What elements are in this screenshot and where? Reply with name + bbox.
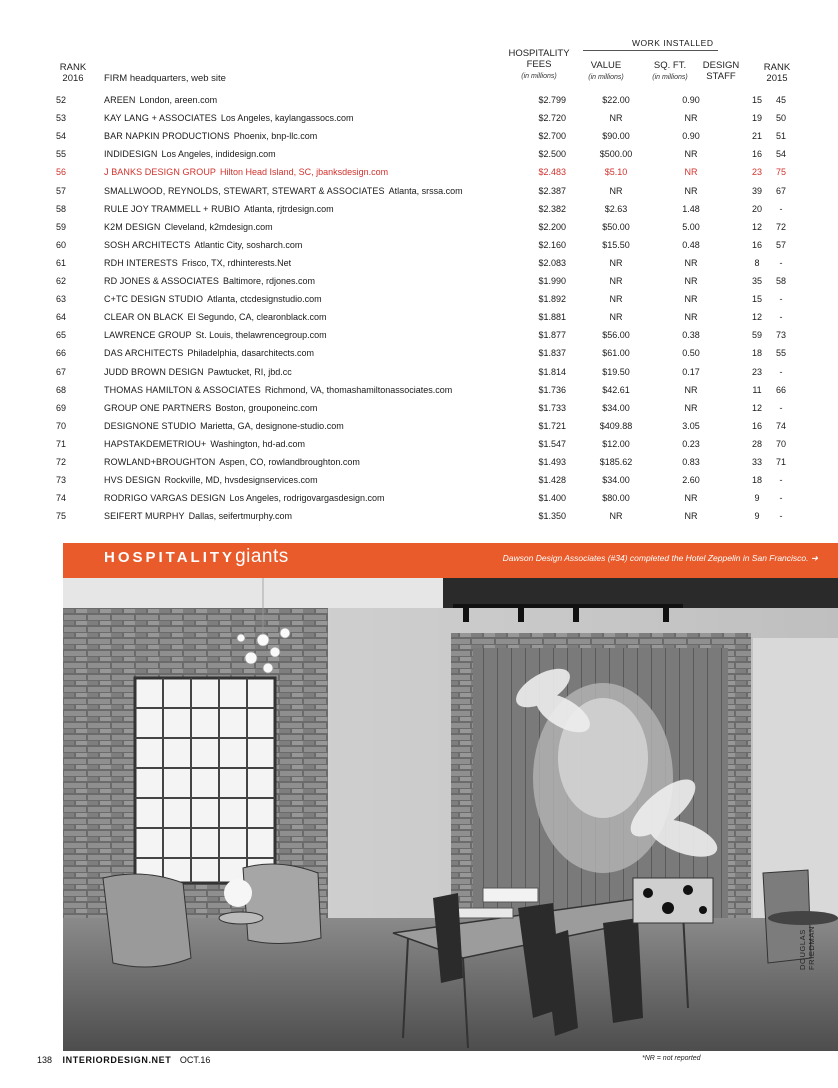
rank-2015-cell: -	[779, 294, 783, 305]
fees-cell: $1.400	[538, 493, 566, 504]
sqft-cell: NR	[684, 402, 698, 413]
sqft-cell: 2.60	[682, 475, 700, 486]
firm-name: HAPSTAKDEMETRIOU+	[104, 438, 207, 449]
firm-location: London, areen.com	[139, 95, 218, 105]
staff-cell: 16	[751, 420, 762, 431]
sqft-cell: NR	[684, 276, 698, 286]
firm-name: BAR NAPKIN PRODUCTIONS	[104, 131, 230, 142]
firm-name: CLEAR ON BLACK	[104, 312, 184, 323]
value-cell: NR	[609, 511, 623, 522]
staff-cell: 23	[751, 167, 762, 178]
header-sqft	[640, 60, 700, 83]
rank-cell: 67	[56, 366, 67, 377]
fees-cell: $2.483	[538, 167, 566, 178]
sqft-cell: NR	[684, 185, 698, 196]
rank-2015-cell: 54	[775, 149, 786, 160]
table-row	[56, 399, 796, 417]
table-row	[56, 236, 796, 254]
staff-cell: 8	[754, 257, 760, 268]
table-row	[56, 109, 796, 127]
header-value-unit: (in millions)	[588, 74, 624, 81]
fees-cell: $1.892	[538, 294, 566, 305]
rank-2015-cell: -	[779, 203, 783, 214]
fees-cell: $1.877	[538, 330, 566, 341]
header-sqft-unit: (in millions)	[652, 74, 688, 81]
table-row	[56, 254, 796, 272]
firm-location: Los Angeles, indidesign.com	[161, 149, 276, 160]
hospitality-giants-banner	[63, 543, 838, 578]
staff-cell: 12	[751, 402, 762, 413]
rank-cell: 66	[56, 348, 67, 359]
rank-2015-cell: -	[779, 257, 783, 268]
firm-name: AREEN	[104, 95, 136, 105]
banner-title	[104, 546, 289, 568]
rank-2015-cell: -	[779, 511, 783, 522]
staff-cell: 12	[751, 312, 762, 323]
firm-cell	[104, 218, 273, 236]
rank-2015-cell: 73	[775, 330, 786, 341]
value-cell: $56.00	[602, 330, 630, 341]
sqft-cell: 0.48	[682, 239, 700, 250]
rank-cell: 65	[56, 330, 67, 341]
rank-2015-cell: 70	[775, 438, 786, 449]
firm-name: RULE JOY TRAMMELL + RUBIO	[104, 203, 241, 214]
firm-name: JUDD BROWN DESIGN	[104, 366, 204, 377]
fees-cell: $2.799	[538, 95, 566, 105]
banner-caption	[503, 553, 818, 564]
rank-cell: 59	[56, 221, 67, 232]
staff-cell: 39	[751, 185, 762, 196]
sqft-cell: NR	[684, 167, 698, 178]
firm-cell	[104, 200, 334, 218]
firm-cell	[104, 109, 353, 127]
rank-cell: 72	[56, 457, 67, 467]
banner-title-word1: HOSPITALITY	[104, 549, 236, 566]
rank-cell: 63	[56, 294, 67, 305]
value-cell: NR	[609, 113, 623, 124]
staff-cell: 11	[752, 384, 762, 395]
value-cell: $50.00	[602, 221, 630, 232]
sqft-cell: NR	[684, 511, 698, 522]
firm-name: C+TC DESIGN STUDIO	[104, 294, 204, 305]
fees-cell: $1.733	[538, 402, 566, 413]
firm-location: Richmond, VA, thomashamiltonassociates.com	[264, 384, 453, 395]
table-row	[56, 417, 796, 435]
header-firm: FIRM headquarters, web site	[104, 73, 226, 84]
firm-location: Marietta, GA, designone-studio.com	[200, 420, 344, 431]
value-cell: $80.00	[602, 493, 630, 504]
footnote: *NR = not reported	[642, 1055, 701, 1062]
firm-location: Frisco, TX, rdhinterests.Net	[181, 257, 292, 268]
sqft-cell: NR	[684, 493, 698, 504]
value-cell: $34.00	[602, 402, 630, 413]
firm-location: Dallas, seifertmurphy.com	[188, 511, 292, 522]
header-work-installed: WORK INSTALLED	[632, 38, 714, 48]
rank-2015-cell: -	[779, 493, 783, 504]
staff-cell: 18	[751, 348, 762, 359]
staff-cell: 28	[751, 438, 762, 449]
sqft-cell: NR	[684, 149, 698, 160]
staff-cell: 35	[751, 276, 762, 286]
header-hospitality-fees	[504, 48, 574, 82]
fees-cell: $1.547	[538, 438, 566, 449]
firm-location: Boston, grouponeinc.com	[215, 402, 318, 413]
value-cell: $2.63	[604, 203, 628, 214]
value-cell: $409.88	[599, 420, 633, 431]
header-rank-2015: RANK 2015	[763, 62, 791, 84]
fees-cell: $2.160	[538, 239, 566, 250]
firm-name: INDIDESIGN	[104, 149, 158, 160]
table-row	[56, 182, 796, 200]
fees-cell: $1.736	[538, 384, 566, 395]
firm-name: HVS DESIGN	[104, 475, 161, 486]
firm-location: Atlantic City, sosharch.com	[194, 239, 303, 250]
firm-cell	[104, 326, 327, 344]
firm-cell	[104, 489, 385, 507]
table-row	[56, 163, 796, 181]
rank-2015-cell: -	[779, 366, 783, 377]
sqft-cell: NR	[684, 257, 698, 268]
table-row	[56, 272, 796, 290]
firm-cell	[104, 435, 305, 453]
firm-location: Atlanta, ctcdesignstudio.com	[207, 294, 322, 305]
rank-2015-cell: 51	[775, 131, 786, 142]
fees-cell: $1.493	[538, 457, 566, 467]
sqft-cell: NR	[684, 113, 698, 124]
staff-cell: 9	[754, 511, 760, 522]
fees-cell: $2.387	[538, 185, 566, 196]
sqft-cell: 3.05	[682, 420, 700, 431]
arrow-icon: ➜	[810, 553, 818, 563]
staff-cell: 19	[751, 113, 762, 124]
firm-cell	[104, 344, 314, 362]
firm-name: GROUP ONE PARTNERS	[104, 402, 212, 413]
rank-cell: 64	[56, 312, 67, 323]
rank-2015-cell: 45	[775, 95, 786, 105]
firm-location: Philadelphia, dasarchitects.com	[187, 348, 314, 359]
value-cell: $22.00	[602, 95, 630, 105]
page-number: 138	[37, 1055, 53, 1065]
header-design-staff: DESIGN STAFF	[702, 60, 740, 82]
firm-name: LAWRENCE GROUP	[104, 330, 192, 341]
rank-cell: 70	[56, 420, 67, 431]
staff-cell: 9	[754, 493, 760, 504]
rank-cell: 75	[56, 511, 67, 522]
rank-cell: 58	[56, 203, 67, 214]
rank-2015-cell: -	[779, 312, 783, 323]
rank-cell: 69	[56, 402, 67, 413]
staff-cell: 16	[751, 239, 762, 250]
rank-2015-cell: 67	[775, 185, 786, 196]
staff-cell: 15	[751, 95, 762, 105]
firm-location: El Segundo, CA, clearonblack.com	[187, 312, 327, 323]
staff-cell: 12	[751, 221, 762, 232]
rank-cell: 54	[56, 131, 67, 142]
footer-site: INTERIORDESIGN.NET	[62, 1055, 172, 1065]
firm-name: KAY LANG + ASSOCIATES	[104, 113, 217, 124]
sqft-cell: NR	[684, 384, 698, 395]
value-cell: $15.50	[602, 239, 630, 250]
firm-cell	[104, 236, 302, 254]
fees-cell: $1.814	[538, 366, 566, 377]
value-cell: NR	[609, 294, 623, 305]
firm-cell	[104, 417, 344, 435]
firm-name: ROWLAND+BROUGHTON	[104, 457, 216, 467]
header-divider	[583, 50, 718, 51]
rank-2015-cell: 58	[775, 276, 786, 286]
rank-cell: 55	[56, 149, 67, 160]
sqft-cell: 0.23	[682, 438, 700, 449]
value-cell: $61.00	[602, 348, 630, 359]
firm-name: RD JONES & ASSOCIATES	[104, 276, 219, 286]
staff-cell: 16	[751, 149, 762, 160]
header-fees-label: HOSPITALITY FEES	[508, 48, 570, 70]
firm-location: Hilton Head Island, SC, jbanksdesign.com	[220, 167, 389, 178]
header-value	[576, 60, 636, 83]
rank-2015-cell: 55	[775, 348, 786, 359]
rank-cell: 61	[56, 257, 67, 268]
rank-cell: 71	[56, 438, 67, 449]
firm-location: Atlanta, rjtrdesign.com	[244, 203, 334, 214]
firm-location: Cleveland, k2mdesign.com	[164, 221, 273, 232]
value-cell: $5.10	[604, 167, 628, 178]
rank-2015-cell: 71	[775, 457, 786, 467]
value-cell: $42.61	[602, 384, 630, 395]
value-cell: $34.00	[602, 475, 630, 486]
firm-cell	[104, 471, 318, 489]
staff-cell: 18	[751, 475, 762, 486]
firm-cell	[104, 453, 360, 471]
firm-location: Washington, hd-ad.com	[210, 438, 306, 449]
table-row	[56, 381, 796, 399]
rank-cell: 52	[56, 95, 67, 105]
value-cell: $185.62	[599, 457, 633, 467]
fees-cell: $1.837	[538, 348, 566, 359]
rank-cell: 62	[56, 276, 67, 286]
sqft-cell: 5.00	[682, 221, 700, 232]
rank-cell: 53	[56, 113, 67, 124]
firm-cell	[104, 91, 217, 109]
firm-cell	[104, 363, 292, 381]
table-row	[56, 127, 796, 145]
table-row	[56, 435, 796, 453]
firm-cell	[104, 290, 322, 308]
rank-2015-cell: -	[779, 402, 783, 413]
firm-location: Atlanta, srssa.com	[388, 185, 463, 196]
firm-cell	[104, 381, 452, 399]
firm-cell	[104, 145, 276, 163]
sqft-cell: NR	[684, 294, 698, 305]
firm-location: Phoenix, bnp-llc.com	[233, 131, 318, 142]
header-sqft-label: SQ. FT.	[653, 60, 687, 71]
firm-name: SMALLWOOD, REYNOLDS, STEWART, STEWART & ASSOCIATES	[104, 185, 385, 196]
value-cell: NR	[609, 312, 623, 323]
firm-name: THOMAS HAMILTON & ASSOCIATES	[104, 384, 261, 395]
fees-cell: $2.500	[538, 149, 566, 160]
staff-cell: 20	[751, 203, 762, 214]
value-cell: $90.00	[602, 131, 630, 142]
rank-2015-cell: -	[779, 475, 783, 486]
sqft-cell: 1.48	[682, 203, 700, 214]
banner-title-word2: giants	[235, 546, 289, 567]
firm-location: Pawtucket, RI, jbd.cc	[207, 366, 292, 377]
page-footer	[37, 1055, 210, 1065]
value-cell: NR	[609, 257, 623, 268]
banner-caption-text: Dawson Design Associates (#34) completed the Hotel Zeppelin in San Francisco.	[502, 553, 809, 563]
fees-cell: $2.083	[538, 257, 566, 268]
sqft-cell: 0.83	[682, 457, 700, 467]
table-row	[56, 145, 796, 163]
header-rank-2016: RANK 2016	[59, 62, 87, 84]
firm-cell	[104, 254, 291, 272]
firm-location: Los Angeles, kaylangassocs.com	[220, 113, 354, 124]
hotel-interior-photo	[63, 578, 838, 1051]
fees-cell: $2.720	[538, 113, 566, 124]
rank-2015-cell: 74	[775, 420, 786, 431]
table-row	[56, 308, 796, 326]
table-row	[56, 91, 796, 109]
table-row	[56, 489, 796, 507]
staff-cell: 21	[751, 131, 762, 142]
fees-cell: $1.881	[538, 312, 566, 323]
value-cell: $19.50	[602, 366, 630, 377]
firm-cell	[104, 507, 292, 525]
rank-cell: 73	[56, 475, 67, 486]
firm-name: J BANKS DESIGN GROUP	[104, 167, 217, 178]
table-row	[56, 363, 796, 381]
table-row	[56, 471, 796, 489]
firm-location: Rockville, MD, hvsdesignservices.com	[164, 475, 318, 486]
rank-2015-cell: 72	[775, 221, 786, 232]
table-row	[56, 344, 796, 362]
value-cell: $500.00	[599, 149, 633, 160]
fees-cell: $1.350	[538, 511, 566, 522]
firm-cell	[104, 399, 317, 417]
footer-issue: OCT.16	[179, 1055, 211, 1065]
photo-credit: DOUGLAS FRIEDMAN	[798, 926, 816, 970]
rank-cell: 68	[56, 384, 67, 395]
staff-cell: 33	[751, 457, 762, 467]
fees-cell: $2.200	[538, 221, 566, 232]
fees-cell: $2.700	[538, 131, 566, 142]
firm-cell	[104, 308, 327, 326]
sqft-cell: 0.17	[682, 366, 700, 377]
table-row	[56, 218, 796, 236]
firm-location: St. Louis, thelawrencegroup.com	[195, 330, 327, 341]
value-cell: $12.00	[602, 438, 630, 449]
firm-cell	[104, 163, 388, 181]
firm-location: Los Angeles, rodrigovargasdesign.com	[229, 493, 385, 504]
sqft-cell: NR	[684, 312, 698, 323]
rank-cell: 60	[56, 239, 67, 250]
firm-name: K2M DESIGN	[104, 221, 161, 232]
sqft-cell: 0.38	[682, 330, 700, 341]
fees-cell: $2.382	[538, 203, 566, 214]
table-row	[56, 326, 796, 344]
sqft-cell: 0.90	[682, 95, 700, 105]
firm-cell	[104, 182, 463, 200]
fees-cell: $1.721	[538, 420, 566, 431]
table-row	[56, 200, 796, 218]
rank-cell: 74	[56, 493, 67, 504]
table-row	[56, 453, 796, 471]
value-cell: NR	[609, 185, 623, 196]
firm-cell	[104, 272, 315, 290]
rank-2015-cell: 57	[775, 239, 786, 250]
firm-cell	[104, 127, 317, 145]
rank-cell: 56	[56, 167, 67, 178]
firm-name: RODRIGO VARGAS DESIGN	[104, 493, 226, 504]
value-cell: NR	[609, 276, 623, 286]
rank-2015-cell: 50	[775, 113, 786, 124]
firm-location: Baltimore, rdjones.com	[222, 276, 316, 286]
staff-cell: 15	[751, 294, 762, 305]
firm-name: DESIGNONE STUDIO	[104, 420, 197, 431]
sqft-cell: 0.50	[682, 348, 700, 359]
fees-cell: $1.990	[538, 276, 566, 286]
firm-name: SEIFERT MURPHY	[104, 511, 185, 522]
rank-2015-cell: 75	[775, 167, 786, 178]
fees-cell: $1.428	[538, 475, 566, 486]
table-row	[56, 507, 796, 525]
firm-location: Aspen, CO, rowlandbroughton.com	[219, 457, 360, 467]
table-row	[56, 290, 796, 308]
staff-cell: 59	[751, 330, 762, 341]
firm-name: DAS ARCHITECTS	[104, 348, 184, 359]
firm-name: RDH INTERESTS	[104, 257, 178, 268]
header-value-label: VALUE	[590, 60, 622, 71]
sqft-cell: 0.90	[682, 131, 700, 142]
rank-cell: 57	[56, 185, 67, 196]
firm-name: SOSH ARCHITECTS	[104, 239, 191, 250]
rank-2015-cell: 66	[775, 384, 786, 395]
staff-cell: 23	[751, 366, 762, 377]
header-fees-unit: (in millions)	[521, 73, 557, 80]
